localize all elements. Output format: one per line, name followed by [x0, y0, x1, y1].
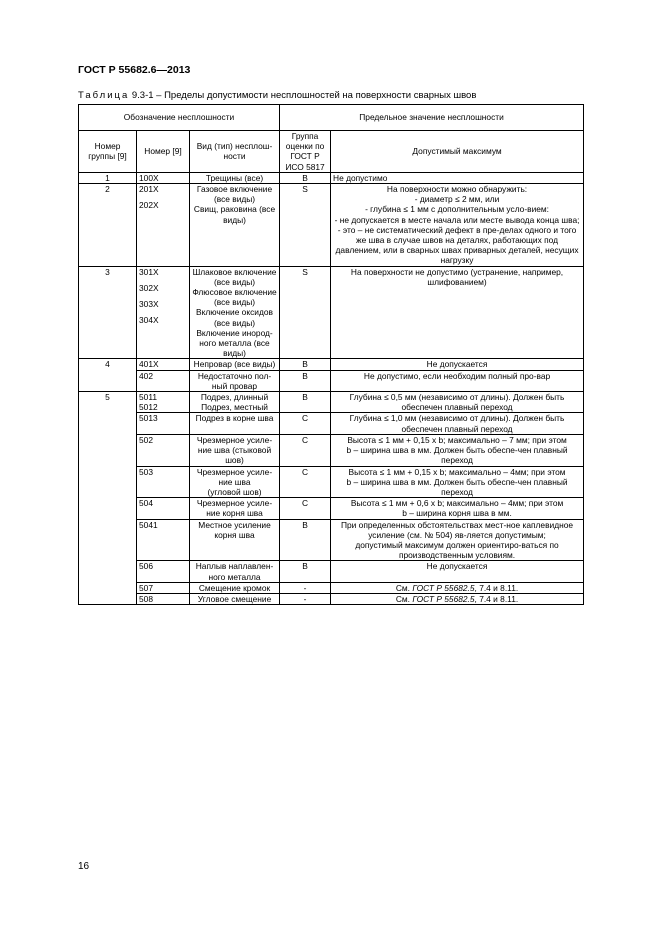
table-cell: Высота ≤ 1 мм + 0,15 x b; максимально – 7 мм; при этом b – ширина шва в мм. Должен быть обеспе-чен плавный переход — [331, 434, 584, 466]
table-cell: Подрез в корне шва — [190, 413, 280, 434]
table-cell: Не допустимо, если необходим полный про-вар — [331, 370, 584, 391]
table-cell: - — [280, 582, 331, 593]
table-cell: При определенных обстоятельствах мест-ное каплевидное усиление (см. № 504) яв-ляется допустимым; допустимый максимум должен ориентиро-ваться по производственным условиям. — [331, 519, 584, 561]
table-cell: Чрезмерное усиле-ние шва (угловой шов) — [190, 466, 280, 498]
page-number: 16 — [78, 861, 90, 872]
table-cell: На поверхности не допустимо (устранение, например, шлифованием) — [331, 266, 584, 359]
table-cell: 5011 5012 — [137, 392, 190, 413]
table-cell: B — [280, 370, 331, 391]
col-header-max: Допустимый максимум — [331, 131, 584, 173]
table-cell: 2 — [79, 184, 137, 267]
table-row — [79, 519, 584, 561]
table-cell: Наплыв наплавлен-ного металла — [190, 561, 280, 582]
table-cell: 506 — [137, 561, 190, 582]
table-cell: C — [280, 466, 331, 498]
table-cell: B — [280, 359, 331, 370]
table-cell: Непровар (все виды) — [190, 359, 280, 370]
table-cell: 201X 202X — [137, 184, 190, 267]
table-cell: Угловое смещение — [190, 593, 280, 604]
table-cell: B — [280, 392, 331, 413]
table-row — [79, 582, 584, 593]
table-caption-word: Таблица — [78, 90, 130, 101]
table-cell: 5041 — [137, 519, 190, 561]
table-cell: B — [280, 172, 331, 183]
table-cell: 402 — [137, 370, 190, 391]
group-header-designation: Обозначение несплошности — [79, 105, 280, 131]
table-cell: B — [280, 519, 331, 561]
table-cell: Глубина ≤ 0,5 мм (независимо от длины). Должен быть обеспечен плавный переход — [331, 392, 584, 413]
table-cell: - диаметр ≤ 2 мм, или — [331, 194, 584, 204]
table-cell: 503 — [137, 466, 190, 498]
discontinuity-limits-table — [78, 104, 584, 605]
table-cell: Трещины (все) — [190, 172, 280, 183]
table-cell: Местное усиление корня шва — [190, 519, 280, 561]
table-row — [79, 413, 584, 434]
table-row — [79, 466, 584, 498]
table-cell: 4 — [79, 359, 137, 392]
table-cell: На поверхности можно обнаружить: — [331, 184, 584, 195]
table-cell: 5 — [79, 392, 137, 605]
table-row — [79, 359, 584, 370]
table-group-header — [79, 105, 584, 131]
table-cell: 401X — [137, 359, 190, 370]
table-cell: S — [280, 266, 331, 359]
table-cell: - глубина ≤ 1 мм с дополнительным усло-вием: — [331, 204, 584, 214]
table-cell: C — [280, 413, 331, 434]
table-cell: S — [280, 184, 331, 267]
table-row — [79, 184, 584, 195]
table-cell: C — [280, 434, 331, 466]
table-cell: Глубина ≤ 1,0 мм (независимо от длины). Должен быть обеспечен плавный переход — [331, 413, 584, 434]
table-cell: - это – не систематический дефект в пре-делах одного и того же шва в случае швов на деталях, работающих под давлением, или в сварных швах приварных деталей, несущих нагрузку — [331, 225, 584, 266]
table-cell: 508 — [137, 593, 190, 604]
table-row — [79, 370, 584, 391]
col-header-grade: Группа оценки по ГОСТ Р ИСО 5817 — [280, 131, 331, 173]
table-cell: C — [280, 498, 331, 519]
table-cell: 301X 302X 303X 304X — [137, 266, 190, 359]
table-cell: 507 — [137, 582, 190, 593]
table-cell: 1 — [79, 172, 137, 183]
table-caption — [78, 90, 476, 101]
table-row — [79, 266, 584, 359]
table-row — [79, 392, 584, 413]
table-row — [79, 498, 584, 519]
table-cell: 5013 — [137, 413, 190, 434]
table-column-header — [79, 131, 584, 173]
table-cell: - не допускается в месте начала или месте вывода конца шва; — [331, 215, 584, 225]
table-row — [79, 593, 584, 604]
table-caption-text: 9.3-1 – Пределы допустимости несплошностей на поверхности сварных швов — [129, 90, 477, 101]
table-cell: Чрезмерное усиле-ние корня шва — [190, 498, 280, 519]
col-header-group: Номер группы [9] — [79, 131, 137, 173]
table-cell: См. ГОСТ Р 55682.5, 7.4 и 8.11. — [331, 593, 584, 604]
table-cell: 100X — [137, 172, 190, 183]
table-cell: Газовое включение (все виды) Свищ, раковина (все виды) — [190, 184, 280, 267]
table-row — [79, 172, 584, 183]
standard-reference: ГОСТ Р 55682.5 — [412, 582, 475, 593]
group-header-limit: Предельное значение несплошности — [280, 105, 584, 131]
document-header: ГОСТ Р 55682.6—2013 — [78, 64, 191, 76]
table-cell: 504 — [137, 498, 190, 519]
col-header-type: Вид (тип) несплош-ности — [190, 131, 280, 173]
table-cell: Высота ≤ 1 мм + 0,15 x b; максимально – 4мм; при этом b – ширина шва в мм. Должен быть обеспе-чен плавный переход — [331, 466, 584, 498]
table-cell: Недостаточно пол-ный провар — [190, 370, 280, 391]
table-cell: Чрезмерное усиле-ние шва (стыковой шов) — [190, 434, 280, 466]
table-row — [79, 561, 584, 582]
table-cell: Высота ≤ 1 мм + 0,6 x b; максимально – 4мм; при этом b – ширина корня шва в мм. — [331, 498, 584, 519]
table-cell: Шлаковое включение (все виды) Флюсовое включение (все виды) Включение оксидов (все виды) Включение инород-ного металла (все виды) — [190, 266, 280, 359]
table-row — [79, 434, 584, 466]
table-cell: Не допускается — [331, 561, 584, 582]
table-cell: См. ГОСТ Р 55682.5, 7.4 и 8.11. — [331, 582, 584, 593]
table-cell: Не допускается — [331, 359, 584, 370]
standard-reference: ГОСТ Р 55682.5 — [412, 593, 475, 604]
table-cell: Не допустимо — [331, 172, 584, 183]
col-header-number: Номер [9] — [137, 131, 190, 173]
table-cell: 502 — [137, 434, 190, 466]
table-cell: B — [280, 561, 331, 582]
table-cell: Подрез, длинный Подрез, местный — [190, 392, 280, 413]
table-cell: - — [280, 593, 331, 604]
table-cell: 3 — [79, 266, 137, 359]
table-cell: Смещение кромок — [190, 582, 280, 593]
